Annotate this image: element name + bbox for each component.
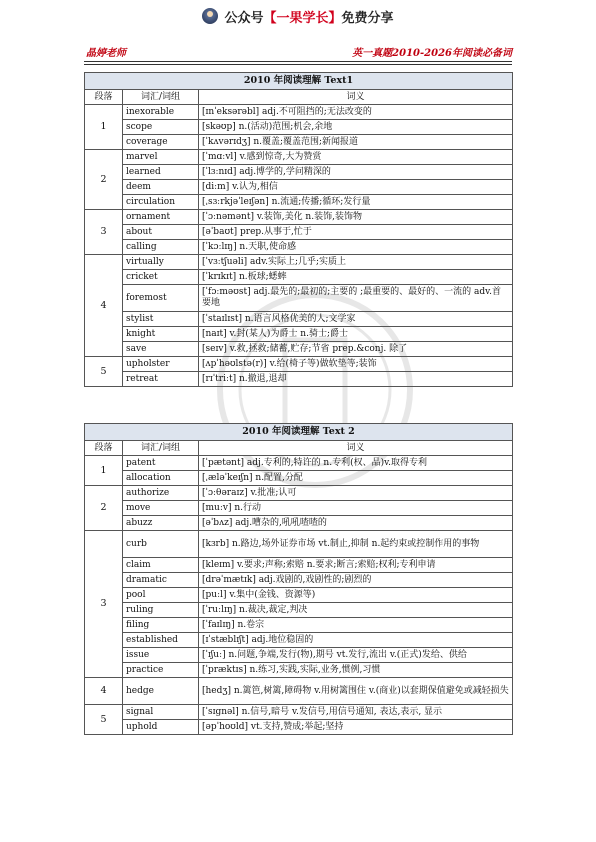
vocab-word: about	[123, 225, 199, 240]
vocab-word: learned	[123, 165, 199, 180]
vocab-definition: [ˈɔːnəmənt] v.装饰,美化 n.装饰,装饰物	[199, 210, 513, 225]
vocab-definition: [ˌsɜːrkjəˈleɪʃən] n.流通;传播;循环;发行量	[199, 195, 513, 210]
vocab-word: virtually	[123, 255, 199, 270]
vocab-word: ruling	[123, 603, 199, 618]
section-number: 2	[85, 486, 123, 531]
table-row	[85, 270, 513, 285]
vocab-word: curb	[123, 531, 199, 558]
header-author: 晶婷老师	[86, 48, 126, 59]
section-number: 5	[85, 705, 123, 735]
table-row	[85, 357, 513, 372]
vocab-word: deem	[123, 180, 199, 195]
vocab-word: patent	[123, 456, 199, 471]
vocab-definition: [əpˈhoʊld] vt.支持,赞成;举起;坚持	[199, 720, 513, 735]
vocab-table-text2	[84, 423, 513, 735]
table-row	[85, 618, 513, 633]
vocab-definition: [əˈbʌz] adj.嘈杂的,吼吼喳喳的	[199, 516, 513, 531]
vocab-definition: [ˈvɜːtʃuəli] adv.实际上;几乎;实质上	[199, 255, 513, 270]
vocab-definition: [əˈbaʊt] prep.从事于,忙于	[199, 225, 513, 240]
table-row	[85, 456, 513, 471]
vocab-definition: [ˈɔːθəraɪz] v.批准;认可	[199, 486, 513, 501]
vocab-word: scope	[123, 120, 199, 135]
header-rule	[84, 61, 512, 62]
vocab-definition: [drəˈmætɪk] adj.戏剧的,戏剧性的;剧烈的	[199, 573, 513, 588]
table-row	[85, 210, 513, 225]
vocab-definition: [muːv] n.行动	[199, 501, 513, 516]
table-row	[85, 240, 513, 255]
section-number: 3	[85, 210, 123, 255]
table-row	[85, 255, 513, 270]
vocab-word: established	[123, 633, 199, 648]
vocab-word: dramatic	[123, 573, 199, 588]
vocab-word: coverage	[123, 135, 199, 150]
vocab-word: circulation	[123, 195, 199, 210]
vocab-definition: [ˈkɔːlɪŋ] n.天职,使命感	[199, 240, 513, 255]
vocab-definition: [ˈfaɪlɪŋ] n.卷宗	[199, 618, 513, 633]
vocab-word: ornament	[123, 210, 199, 225]
vocab-definition: [rɪˈtriːt] n.撤退,退却	[199, 372, 513, 387]
table-row	[85, 120, 513, 135]
vocab-word: knight	[123, 327, 199, 342]
vocab-word: move	[123, 501, 199, 516]
vocab-definition: [hedʒ] n.篱笆,树篱,障碍物 v.用树篱围住 v.(商业)以套期保值避免或减轻损失	[199, 678, 513, 705]
banner-suffix: 免费分享	[341, 10, 394, 26]
table-row	[85, 603, 513, 618]
vocab-definition: [ˈsɪgnəl] n.信号,暗号 v.发信号,用信号通知, 表达,表示, 显示	[199, 705, 513, 720]
vocab-word: filing	[123, 618, 199, 633]
vocab-word: save	[123, 342, 199, 357]
vocab-definition: [ɪnˈeksərəbl] adj.不可阻挡的;无法改变的	[199, 105, 513, 120]
vocab-definition: [ˈruːlɪŋ] n.裁决,裁定,判决	[199, 603, 513, 618]
table-row	[85, 633, 513, 648]
vocab-word: stylist	[123, 312, 199, 327]
vocab-definition: [ˈkʌvərɪdʒ] n.覆盖;覆盖范围;新闻报道	[199, 135, 513, 150]
table-row	[85, 663, 513, 678]
avatar-logo-icon	[202, 8, 218, 24]
table-row	[85, 195, 513, 210]
vocab-word: retreat	[123, 372, 199, 387]
vocab-word: upholster	[123, 357, 199, 372]
vocab-definition: [seɪv] v.救,拯救;储蓄,贮存;节省 prep.&conj. 除了	[199, 342, 513, 357]
top-banner	[0, 5, 596, 27]
vocab-definition: [ˈstaɪlɪst] n.语言风格优美的人;文学家	[199, 312, 513, 327]
vocab-definition: [ˈmɑːvl] v.感到惊奇,大为赞赏	[199, 150, 513, 165]
table-row	[85, 372, 513, 387]
vocab-word: claim	[123, 558, 199, 573]
col-header-word: 词汇/词组	[123, 90, 199, 105]
section-number: 1	[85, 456, 123, 486]
vocab-word: practice	[123, 663, 199, 678]
vocab-word: abuzz	[123, 516, 199, 531]
table-row	[85, 327, 513, 342]
vocab-word: issue	[123, 648, 199, 663]
table-row	[85, 531, 513, 558]
section-number: 1	[85, 105, 123, 150]
vocab-definition: [diːm] v.认为,相信	[199, 180, 513, 195]
table-row	[85, 648, 513, 663]
table-row	[85, 150, 513, 165]
vocab-word: signal	[123, 705, 199, 720]
vocab-table-text1	[84, 72, 513, 387]
section-number: 2	[85, 150, 123, 210]
vocab-definition: [ʌpˈhəʊlstə(r)] v.给(椅子等)做软垫等;装饰	[199, 357, 513, 372]
col-header-meaning: 词义	[199, 441, 513, 456]
vocab-definition: [naɪt] v.封(某人)为爵士 n.骑士;爵士	[199, 327, 513, 342]
vocab-word: marvel	[123, 150, 199, 165]
table-title: 2010 年阅读理解 Text1	[85, 73, 513, 90]
section-number: 5	[85, 357, 123, 387]
vocab-word: allocation	[123, 471, 199, 486]
vocab-word: foremost	[123, 285, 199, 312]
vocab-definition: [ˈkrɪkɪt] n.板球;蟋蟀	[199, 270, 513, 285]
vocab-word: inexorable	[123, 105, 199, 120]
table-row	[85, 285, 513, 312]
vocab-word: authorize	[123, 486, 199, 501]
table-row	[85, 471, 513, 486]
table-row	[85, 516, 513, 531]
section-number: 4	[85, 255, 123, 357]
vocab-word: cricket	[123, 270, 199, 285]
vocab-definition: [skəʊp] n.(活动)范围;机会,余地	[199, 120, 513, 135]
vocab-word: calling	[123, 240, 199, 255]
section-number: 3	[85, 531, 123, 678]
table-title: 2010 年阅读理解 Text 2	[85, 424, 513, 441]
table-row	[85, 342, 513, 357]
vocab-word: uphold	[123, 720, 199, 735]
vocab-word: pool	[123, 588, 199, 603]
page-header	[84, 44, 512, 60]
table-row	[85, 225, 513, 240]
col-header-section: 段落	[85, 441, 123, 456]
col-header-word: 词汇/词组	[123, 441, 199, 456]
table-row	[85, 165, 513, 180]
vocab-definition: [ˈpætənt] adj.专利的,特许的 n.专利(权、品)v.取得专利	[199, 456, 513, 471]
header-rule-thin	[84, 64, 512, 65]
header-book-title: 英一真题2010-2026年阅读必备词	[352, 48, 512, 59]
banner-prefix: 公众号	[224, 10, 264, 26]
table-row	[85, 486, 513, 501]
vocab-definition: [ɪˈstæblɪʃt] adj.地位稳固的	[199, 633, 513, 648]
table-row	[85, 312, 513, 327]
table-row	[85, 501, 513, 516]
vocab-word: hedge	[123, 678, 199, 705]
vocab-definition: [ˈfɔːməʊst] adj.最先的;最初的;主要的 ;最重要的、最好的、一流的 adv.首要地	[199, 285, 513, 312]
vocab-definition: [ˈpræktɪs] n.练习,实践,实际,业务,惯例,习惯	[199, 663, 513, 678]
vocab-definition: [ˌæləˈkeɪʃn] n.配置,分配	[199, 471, 513, 486]
section-number: 4	[85, 678, 123, 705]
vocab-definition: [kleɪm] v.要求;声称;索赔 n.要求;断言;索赔;权利;专利申请	[199, 558, 513, 573]
vocab-definition: [ˈlɜːnɪd] adj.博学的,学问精深的	[199, 165, 513, 180]
col-header-section: 段落	[85, 90, 123, 105]
table-row	[85, 678, 513, 705]
table-row	[85, 558, 513, 573]
table-row	[85, 588, 513, 603]
col-header-meaning: 词义	[199, 90, 513, 105]
vocab-definition: [puːl] v.集中(金钱、资源等)	[199, 588, 513, 603]
banner-brand: 【一果学长】	[263, 10, 342, 26]
vocab-definition: [kɜrb] n.路边,场外证券市场 vt.制止,抑制 n.起约束或控制作用的事物	[199, 531, 513, 558]
table-row	[85, 180, 513, 195]
table-row	[85, 105, 513, 120]
table-row	[85, 135, 513, 150]
table-row	[85, 705, 513, 720]
table-row	[85, 720, 513, 735]
vocab-definition: [ˈɪʃuː] n.问题,争端,发行(物),期号 vt.发行,流出 v.(正式)发给、供给	[199, 648, 513, 663]
table-row	[85, 573, 513, 588]
